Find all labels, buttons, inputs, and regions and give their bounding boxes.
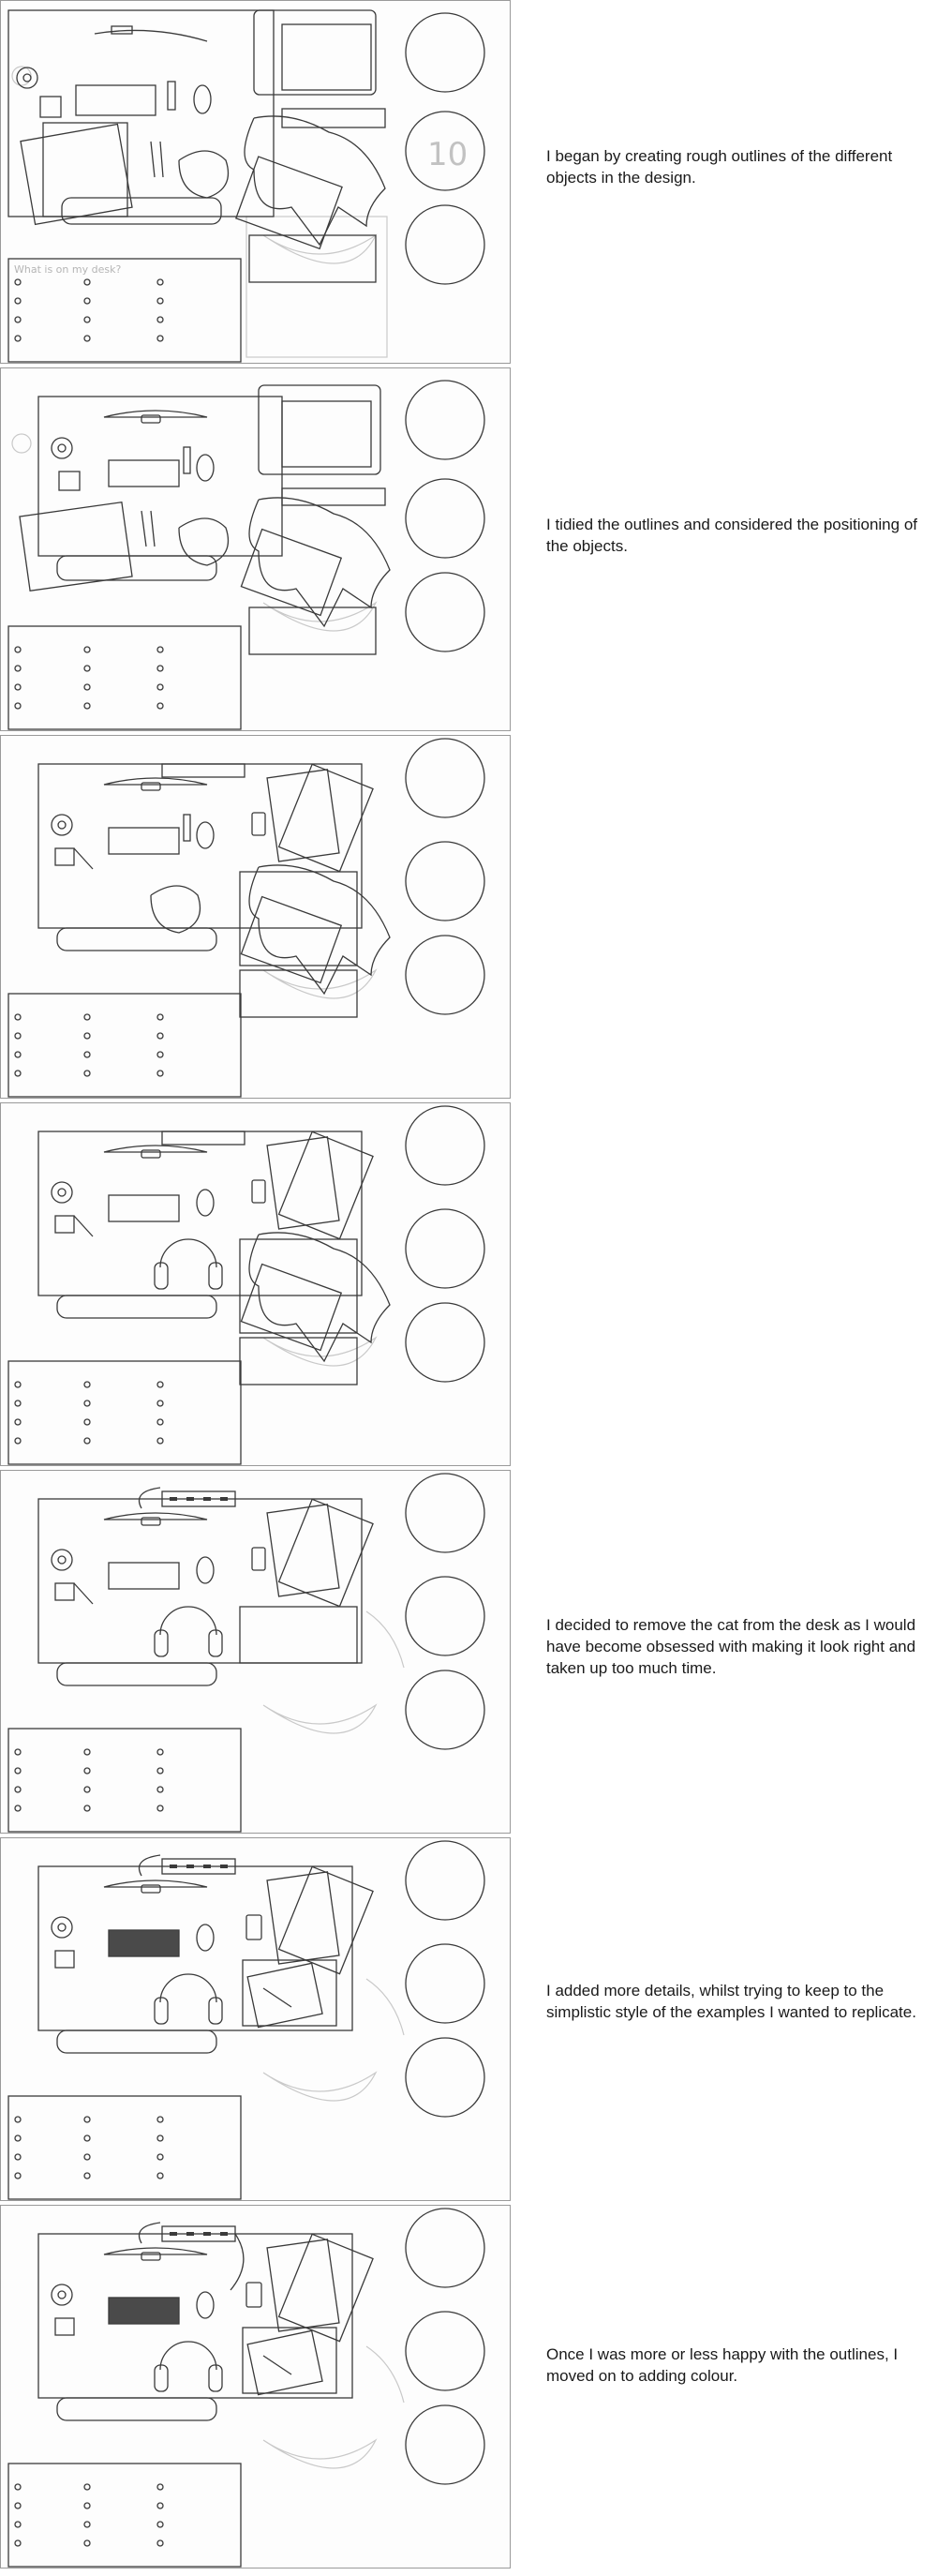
mouse-outline: [194, 85, 211, 113]
monitor-outline: [104, 1513, 207, 1520]
reminder-circle: [406, 205, 484, 284]
process-stage-2: [0, 367, 511, 731]
mouse-outline: [197, 1190, 214, 1216]
desk-sketch-3: [1, 736, 511, 1099]
desk-sketch-4: [1, 1103, 511, 1466]
notes-panel: [8, 2464, 241, 2567]
caption-step-2: I tidied the outlines and considered the positioning of the objects.: [546, 516, 917, 555]
phone-outline: [246, 1915, 261, 1939]
pen-holder: [168, 82, 175, 110]
speaker-outline: [17, 67, 37, 88]
caption-step-5: I decided to remove the cat from the desk as I would have become obsessed with making it look right and taken up too much time.: [546, 1616, 916, 1677]
desk-outline: [8, 10, 274, 217]
drawer-outline: [249, 235, 376, 282]
clock-circle: [406, 13, 484, 92]
keyboard-outline: [76, 85, 156, 115]
mouse-outline: [197, 2292, 214, 2318]
desk-outline: [38, 1866, 352, 2030]
keyboard-outline: [109, 828, 179, 854]
chair-outline: [57, 1295, 216, 1318]
keyboard-detailed: [109, 2298, 179, 2324]
chair-outline: [62, 198, 221, 224]
printer-outline: [282, 24, 371, 90]
phone-outline: [252, 813, 265, 835]
faint-sketch-lines: [263, 235, 376, 263]
mouse-outline: [197, 1925, 214, 1951]
keyboard-detailed: [109, 1930, 179, 1956]
headphones-outline: [160, 1974, 216, 2002]
notes-panel: [8, 2096, 241, 2199]
monitor-outline: [104, 2248, 207, 2254]
monitor-outline: [104, 1880, 207, 1887]
tray-outline: [243, 1960, 336, 2026]
notes-panel: [8, 626, 241, 729]
chair-outline: [57, 2398, 216, 2420]
keyboard-outline: [109, 1563, 179, 1589]
sticky-note: [40, 97, 61, 117]
cat-outline: [245, 116, 385, 245]
faint-cat-remnant: [366, 1611, 404, 1668]
headphones-outline: [151, 886, 201, 933]
speaker-outline: [52, 1182, 72, 1203]
headphones-outline: [179, 151, 229, 198]
process-stage-6: [0, 1837, 511, 2201]
power-strip-outline: [162, 764, 245, 777]
headphones-outline: [160, 1239, 216, 1267]
tablet-outline: [241, 530, 341, 616]
clock-number-text: 10: [427, 136, 468, 173]
paper-stack-1: [267, 770, 339, 861]
mouse-outline: [197, 822, 214, 848]
chair-outline: [57, 2030, 216, 2053]
desk-sketch-6: [1, 1838, 511, 2201]
caption-step-6: I added more details, whilst trying to keep to the simplistic style of the examples I wanted to replicate.: [546, 1982, 916, 2021]
notes-panel: [8, 1361, 241, 1464]
speaker-outline: [52, 1550, 72, 1570]
monitor-outline: [104, 411, 207, 417]
cable-outline: [140, 1488, 161, 1508]
speaker-outline: [52, 2284, 72, 2305]
monitor-outline: [104, 1146, 207, 1152]
monitor-outline: [104, 778, 207, 785]
desk-sketch-7: [1, 2206, 511, 2569]
drawer-unit-outline: [259, 385, 380, 474]
speaker-outline: [52, 815, 72, 835]
headphones-outline: [160, 2342, 216, 2370]
process-stage-3: [0, 735, 511, 1099]
keyboard-outline: [109, 1195, 179, 1221]
phone-cable: [231, 2234, 244, 2290]
notes-title-text: What is on my desk?: [14, 263, 122, 276]
caption-step-7: Once I was more or less happy with the outlines, I moved on to adding colour.: [546, 2345, 899, 2385]
mouse-outline: [197, 1557, 214, 1583]
chair-outline: [57, 928, 216, 951]
desk-sketch-1: [1, 1, 511, 364]
notebook-outline: [20, 502, 132, 592]
headphones-outline: [179, 518, 229, 565]
desk-sketch-5: [1, 1471, 511, 1834]
process-stage-4: [0, 1102, 511, 1466]
chair-outline: [57, 1663, 216, 1685]
keyboard-outline: [109, 460, 179, 487]
desk-sketch-2: [1, 368, 511, 731]
mouse-outline: [197, 455, 214, 481]
headphones-outline: [160, 1607, 216, 1635]
speaker-outline: [52, 438, 72, 458]
shelf-outline: [282, 109, 385, 127]
desk-outline: [38, 2234, 352, 2398]
notes-panel: [8, 1729, 241, 1832]
process-stage-1: [0, 0, 511, 364]
speaker-outline: [52, 1917, 72, 1938]
process-stage-7: [0, 2205, 511, 2569]
notebook-outline: [21, 124, 132, 224]
pencils: [151, 142, 163, 177]
caption-step-1: I began by creating rough outlines of the different objects in the design.: [546, 147, 893, 187]
process-stage-5: [0, 1470, 511, 1834]
drawer-unit-outline: [254, 10, 376, 95]
paper-outline: [43, 123, 127, 217]
notes-panel: [8, 994, 241, 1097]
